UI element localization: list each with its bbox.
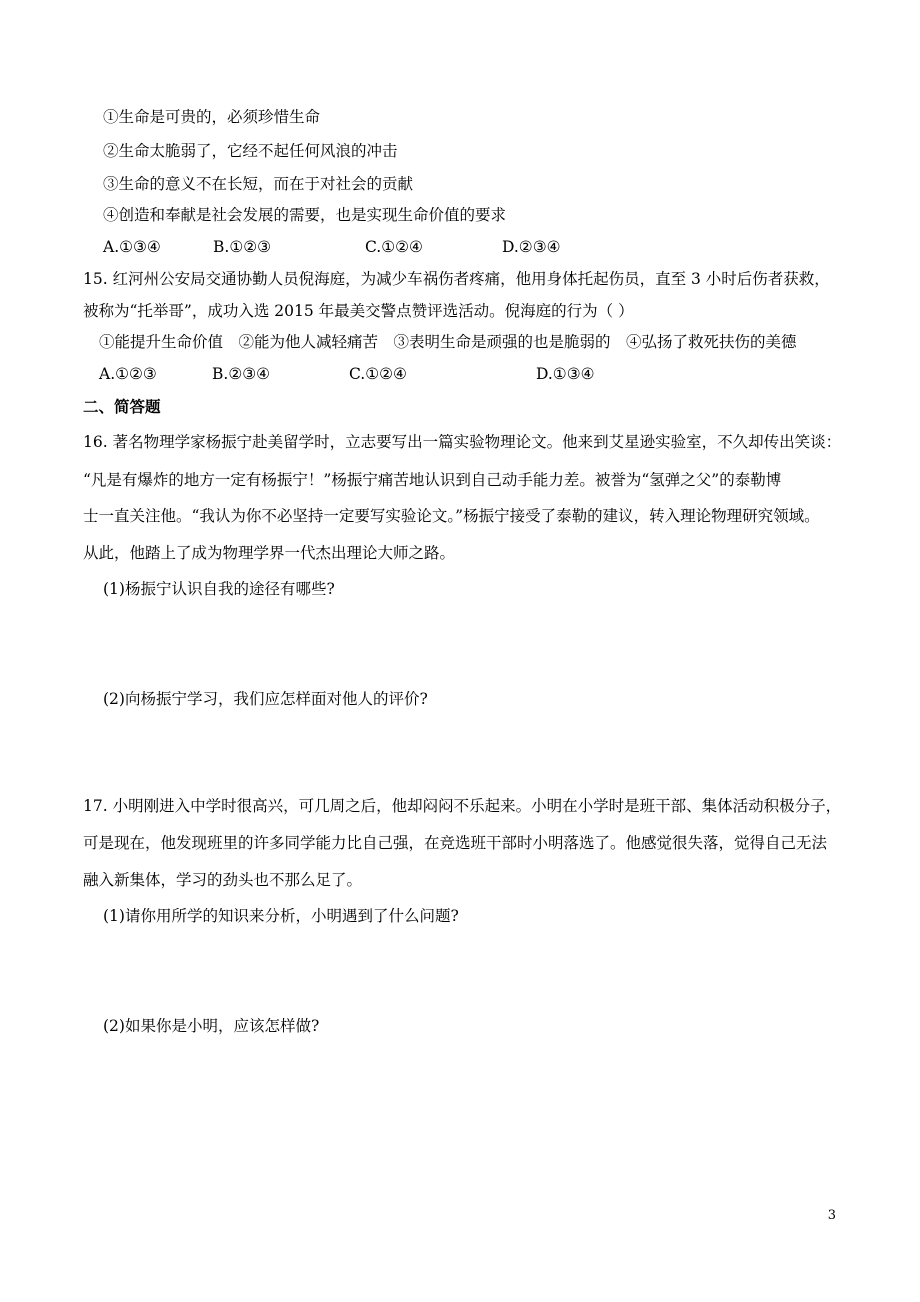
q15-option-c: C.①②④	[349, 365, 407, 383]
section-title: 二、简答题	[83, 397, 161, 416]
q17-line-1: 17. 小明刚进入中学时很高兴，可几周之后，他却闷闷不乐起来。小明在小学时是班干部、集体活动积极分子，	[83, 797, 842, 815]
q16-sub-question-2: (2)向杨振宁学习，我们应怎样面对他人的评价?	[103, 690, 428, 708]
q14-statement-3: ③生命的意义不在长短，而在于对社会的贡献	[103, 175, 414, 193]
q14-options	[103, 240, 603, 260]
q15-option-d: D.①③④	[536, 365, 595, 383]
q16-sub-question-1: (1)杨振宁认识自我的途径有哪些?	[103, 580, 335, 598]
q15-options	[99, 367, 619, 387]
page-number: 3	[827, 1208, 836, 1223]
q14-statement-1: ①生命是可贵的，必须珍惜生命	[103, 108, 321, 126]
q14-statement-4: ④创造和奉献是社会发展的需要，也是实现生命价值的要求	[103, 206, 507, 224]
q15-statements: ①能提升生命价值 ②能为他人减轻痛苦 ③表明生命是顽强的也是脆弱的 ④弘扬了救死扶伤的美德	[99, 333, 797, 351]
q16-line-2: “凡是有爆炸的地方一定有杨振宁！”杨振宁痛苦地认识到自己动手能力差。被誉为“氢弹之父”的泰勒博	[83, 471, 782, 489]
q16-line-1: 16. 著名物理学家杨振宁赴美留学时，立志要写出一篇实验物理论文。他来到艾星逊实验室，不久却传出笑谈：	[83, 433, 842, 451]
q15-stem-line-2: 被称为“托举哥”，成功入选 2015 年最美交警点赞评选活动。倪海庭的行为（ ）	[83, 302, 634, 320]
q17-line-2: 可是现在，他发现班里的许多同学能力比自己强，在竞选班干部时小明落选了。他感觉很失落，觉得自己无法	[83, 834, 828, 852]
q14-option-a: A.①③④	[103, 238, 161, 256]
q15-stem-line-1: 15. 红河州公安局交通协勤人员倪海庭，为减少车祸伤者疼痛，他用身体托起伤员，直至 3 小时后伤者获救，	[83, 270, 830, 288]
q17-sub-question-2: (2)如果你是小明，应该怎样做?	[103, 1017, 320, 1035]
q17-line-3: 融入新集体，学习的劲头也不那么足了。	[83, 871, 363, 889]
q14-option-d: D.②③④	[502, 238, 561, 256]
q16-line-3: 士一直关注他。“我认为你不必坚持一定要写实验论文。”杨振宁接受了泰勒的建议，转入理论物理研究领域。	[83, 507, 820, 525]
q15-option-a: A.①②③	[99, 365, 157, 383]
q16-line-4: 从此，他踏上了成为物理学界一代杰出理论大师之路。	[83, 544, 456, 562]
q14-statement-2: ②生命太脆弱了，它经不起任何风浪的冲击	[103, 142, 398, 160]
q14-option-c: C.①②④	[365, 238, 423, 256]
q17-sub-question-1: (1)请你用所学的知识来分析，小明遇到了什么问题?	[103, 907, 459, 925]
q14-option-b: B.①②③	[213, 238, 272, 256]
q15-option-b: B.②③④	[212, 365, 271, 383]
